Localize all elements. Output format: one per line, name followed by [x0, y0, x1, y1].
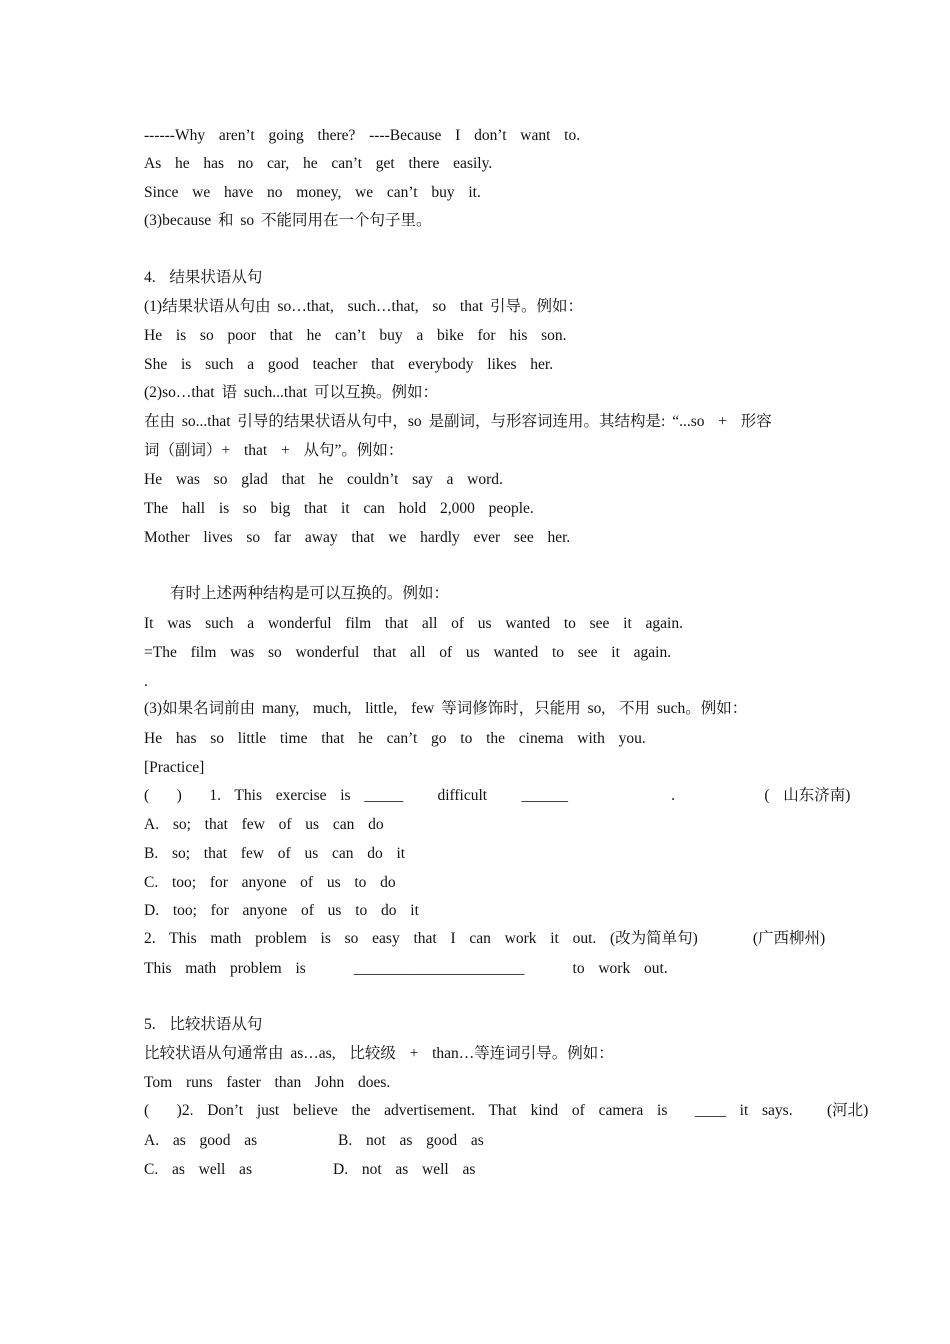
- text-line: (2)so…that 语 such...that 可以互换。例如：: [144, 384, 439, 401]
- option-d: D. not as well as: [333, 1161, 476, 1178]
- text-line: =The film was so wonderful that all of us wanted to see it again.: [144, 644, 672, 661]
- text-line: .: [144, 673, 148, 690]
- text-line: ------Why aren’t going there? ----Because I don’t want to.: [144, 127, 581, 144]
- text-line: 有时上述两种结构是可以互换的。例如：: [170, 585, 450, 602]
- text-line: The hall is so big that it can hold 2,000 people.: [144, 500, 534, 517]
- question-2: 2. This math problem is so easy that I can work it out. (改为简单句) (广西柳州): [144, 930, 826, 947]
- text-line: (3)如果名词前由 many, much, little, few 等词修饰时，只能用 so, 不用 such。例如：: [144, 700, 748, 717]
- practice-heading: [Practice]: [144, 759, 205, 776]
- text-line: Mother lives so far away that we hardly ever see her.: [144, 529, 571, 546]
- question-3: ( )2. Don’t just believe the advertisement. That kind of camera is ____ it says. (河北): [144, 1102, 869, 1119]
- question-1: ( ) 1. This exercise is _____ difficult ______ . ( 山东济南): [144, 787, 851, 804]
- text-line: (3)because 和 so 不能同用在一个句子里。: [144, 212, 432, 229]
- option-b: B. not as good as: [338, 1132, 484, 1149]
- text-line: Tom runs faster than John does.: [144, 1074, 391, 1091]
- option-d: D. too; for anyone of us to do it: [144, 902, 419, 919]
- text-line: As he has no car, he can’t get there easily.: [144, 155, 493, 172]
- option-c: C. as well as: [144, 1161, 252, 1178]
- section-heading: 5. 比较状语从句: [144, 1016, 263, 1033]
- text-line: 比较状语从句通常由 as…as, 比较级 + than…等连词引导。例如：: [144, 1045, 614, 1062]
- option-c: C. too; for anyone of us to do: [144, 874, 396, 891]
- text-line: She is such a good teacher that everybody likes her.: [144, 356, 554, 373]
- option-b: B. so; that few of us can do it: [144, 845, 406, 862]
- option-a: A. as good as: [144, 1132, 258, 1149]
- text-line: (1)结果状语从句由 so…that, such…that, so that 引导。例如：: [144, 298, 584, 315]
- text-line: He is so poor that he can’t buy a bike for his son.: [144, 327, 567, 344]
- text-line: 在由 so...that 引导的结果状语从句中，so 是副词，与形容词连用。其结构是: “...so + 形容: [144, 413, 772, 430]
- text-line: Since we have no money, we can’t buy it.: [144, 184, 481, 201]
- text-line: 词（副词）+ that + 从句”。例如：: [144, 442, 404, 459]
- question-2-answer-line: This math problem is ______________________ to work out.: [144, 960, 668, 977]
- text-line: He was so glad that he couldn’t say a word.: [144, 471, 503, 488]
- option-a: A. so; that few of us can do: [144, 816, 384, 833]
- section-heading: 4. 结果状语从句: [144, 269, 263, 286]
- text-line: He has so little time that he can’t go to the cinema with you.: [144, 730, 646, 747]
- text-line: It was such a wonderful film that all of us wanted to see it again.: [144, 615, 683, 632]
